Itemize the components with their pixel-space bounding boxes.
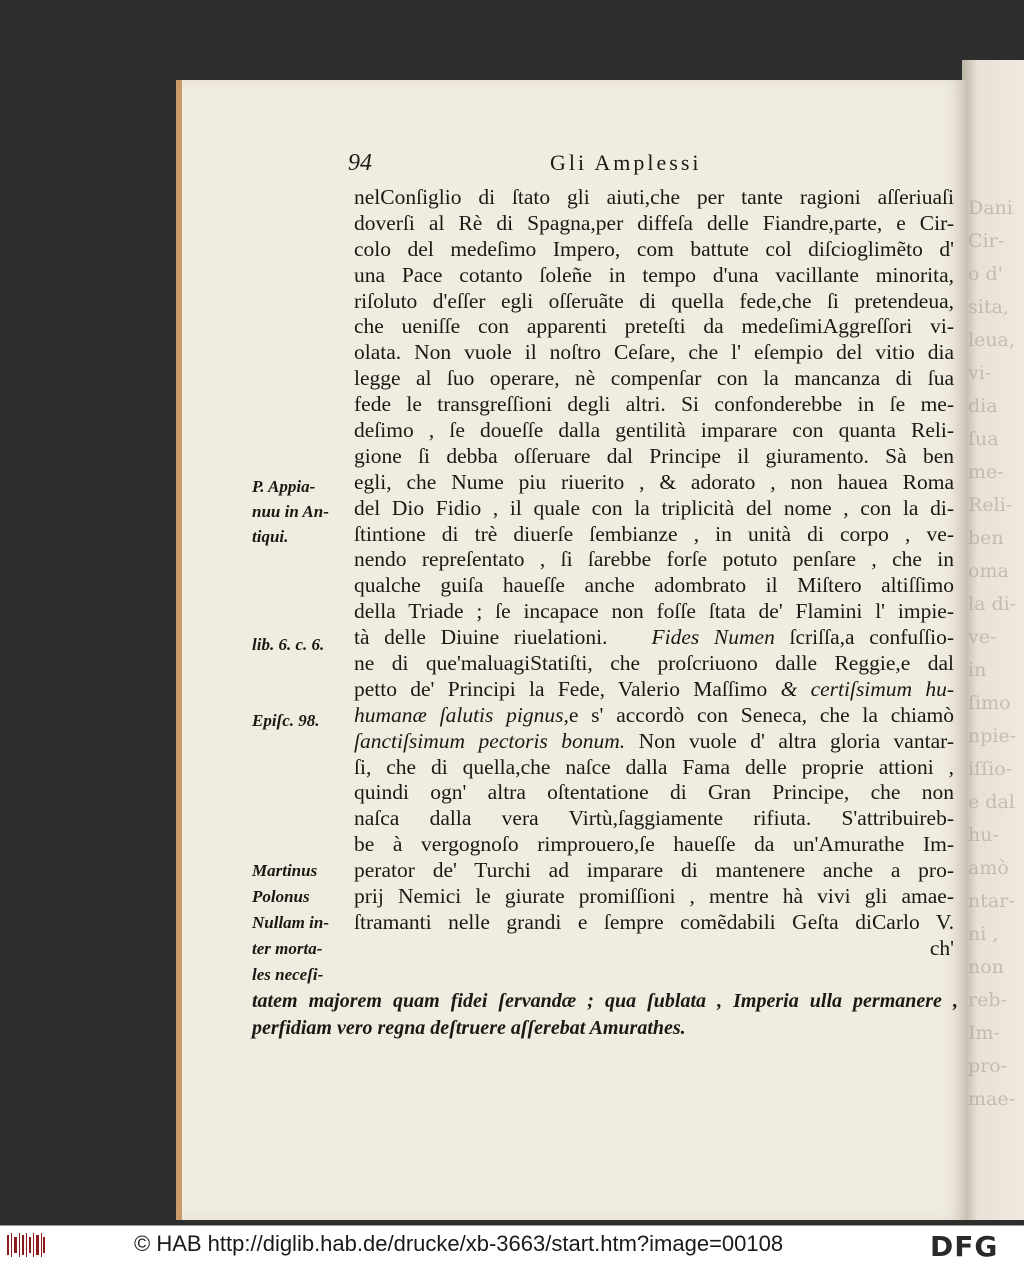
humanae-italic: humanæ ſalutis pignus — [354, 702, 564, 727]
page-edge — [176, 80, 182, 1220]
footnote — [252, 988, 958, 1042]
text-line: una Pace cotanto ſoleñe in tempo d'una vacillante minorita, — [354, 262, 954, 287]
margin-note: lib. 6. c. 6. — [252, 635, 325, 654]
text-line: olata. Non vuole il noſtro Ceſare, che l' eſempio del vitio dia — [354, 340, 954, 365]
text-line: gione ſi debba oſſeruare dal Principe il giuramento. Sà ben — [354, 443, 954, 468]
text-line: ſtramanti nelle grandi e ſempre comẽdabili Geſta diCarlo V. — [354, 909, 954, 934]
text-line: fede le transgreſſioni degli altri. Si confonderebbe in ſe me- — [354, 392, 954, 417]
margin-note: Epiſc. 98. — [252, 711, 320, 730]
text-line: deſimo , ſe doueſſe dalla gentilità imparare con quanta Reli- — [354, 418, 954, 443]
margin-note: Martinus — [252, 861, 318, 880]
text-segment: ,e s' accordò con Seneca, che la chiamò — [563, 702, 954, 727]
page-number: 94 — [348, 150, 372, 176]
text-segment: Non vuole d' altra gloria vantar- — [625, 728, 954, 753]
text-line — [354, 677, 954, 703]
hab-barcode-icon — [6, 1231, 46, 1259]
text-line: egli, che Nume piu riuerito , & adorato , non hauea Roma — [354, 469, 954, 494]
text-line: ne di que'maluagiStatiſti, che proſcriuono dalle Reggie,e dal — [354, 651, 954, 676]
fides-numen-italic: Fides Numen — [651, 625, 775, 650]
text-line: della Triade ; ſe incapace non foſſe ſtata de' Flamini l' impie- — [354, 599, 954, 624]
text-line: colo del medeſimo Impero, com battute col diſcioglimẽto d' — [354, 236, 954, 261]
text-line: ſtintione di trè diuerſe ſembianze , in unità di corpo , ve- — [354, 521, 954, 546]
margin-note: tiqui. — [252, 527, 289, 546]
text-line: naſca dalla vera Virtù,ſaggiamente rifiuta. S'attribuireb- — [354, 806, 954, 831]
sanctissimum-italic: ſanctiſsimum pectoris bonum. — [354, 728, 626, 753]
certissimum-italic: & certiſsimum hu- — [780, 676, 954, 701]
text-line: nendo repreſentato , ſi ſarebbe forſe potuto penſare , che in — [354, 547, 954, 572]
running-title: Gli Amplessi — [550, 150, 702, 175]
copyright-url[interactable]: © HAB http://diglib.hab.de/drucke/xb-3663/start.htm?image=00108 — [134, 1231, 784, 1256]
footnote-line: perfidiam vero regna deſtruere aſſerebat Amurathes. — [252, 1017, 686, 1039]
text-line: be à vergognoſo rimprouero,ſe haueſſe da un'Amurathe Im- — [354, 832, 954, 857]
footer-bar — [0, 1225, 1024, 1265]
text-line: doverſi al Rè di Spagna,per diffeſa delle Fiandre,parte, e Cir- — [354, 210, 954, 235]
text-line: quindi ogn' altra oſtentatione di Gran Principe, che non — [354, 780, 954, 805]
margin-note: Polonus — [252, 887, 310, 906]
adjacent-page-edge: Dani Cir- o d' sita, leua, vi- dia ſua me- Reli- ben oma la di- ve- in ſimo npie- iſſio- e dal hu- amò ntar- ni , non reb- Im- pro- mae- — [962, 60, 1024, 1220]
text-line: legge al ſuo operare, nè compenſar con la mancanza di ſua — [354, 366, 954, 391]
text-line: riſoluto d'eſſer egli oſſeruãte di quella fede,che ſi pretendeua, — [354, 288, 954, 313]
page-header — [348, 150, 968, 180]
margin-note: les neceſi- — [252, 965, 324, 984]
text-line: prij Nemici le giurate promiſſioni , mentre hà vivi gli amae- — [354, 884, 954, 909]
text-line — [354, 703, 954, 729]
text-line: del Dio Fidio , il quale con la triplicità del nome , con la di- — [354, 495, 954, 520]
text-line — [354, 625, 954, 651]
dfg-logo: DFG — [930, 1230, 999, 1263]
text-line: perator de' Turchi ad imparare di mantenere anche a pro- — [354, 858, 954, 883]
margin-note: Nullam in- — [252, 913, 329, 932]
text-line: che ueniſſe con apparenti preteſti da medeſimiAggreſſori vi- — [354, 314, 954, 339]
text-segment: tà delle Diuine riuelationi. — [354, 625, 608, 650]
text-line: ſi, che di quella,che naſce dalla Fama delle proprie attioni , — [354, 754, 954, 779]
catchword: ch' — [929, 935, 954, 960]
margin-note: P. Appia- — [252, 477, 316, 496]
text-line: qualche guiſa haueſſe anche adombrato il Miſtero altiſſimo — [354, 573, 954, 598]
footnote-line: tatem majorem quam fidei ſervandæ ; qua ſublata , Imperia ulla permanere , — [252, 990, 958, 1012]
text-segment: petto de' Principi la Fede, Valerio Maſſimo — [354, 676, 768, 701]
main-text — [354, 185, 954, 962]
margin-note: ter morta- — [252, 939, 323, 958]
text-line: nelConſiglio di ſtato gli aiuti,che per tante ragioni aſſeriuaſi — [354, 185, 954, 209]
margin-note: nuu in An- — [252, 502, 329, 521]
text-line — [354, 729, 954, 755]
text-segment: ſcriſſa,a confuſſio- — [774, 625, 954, 650]
